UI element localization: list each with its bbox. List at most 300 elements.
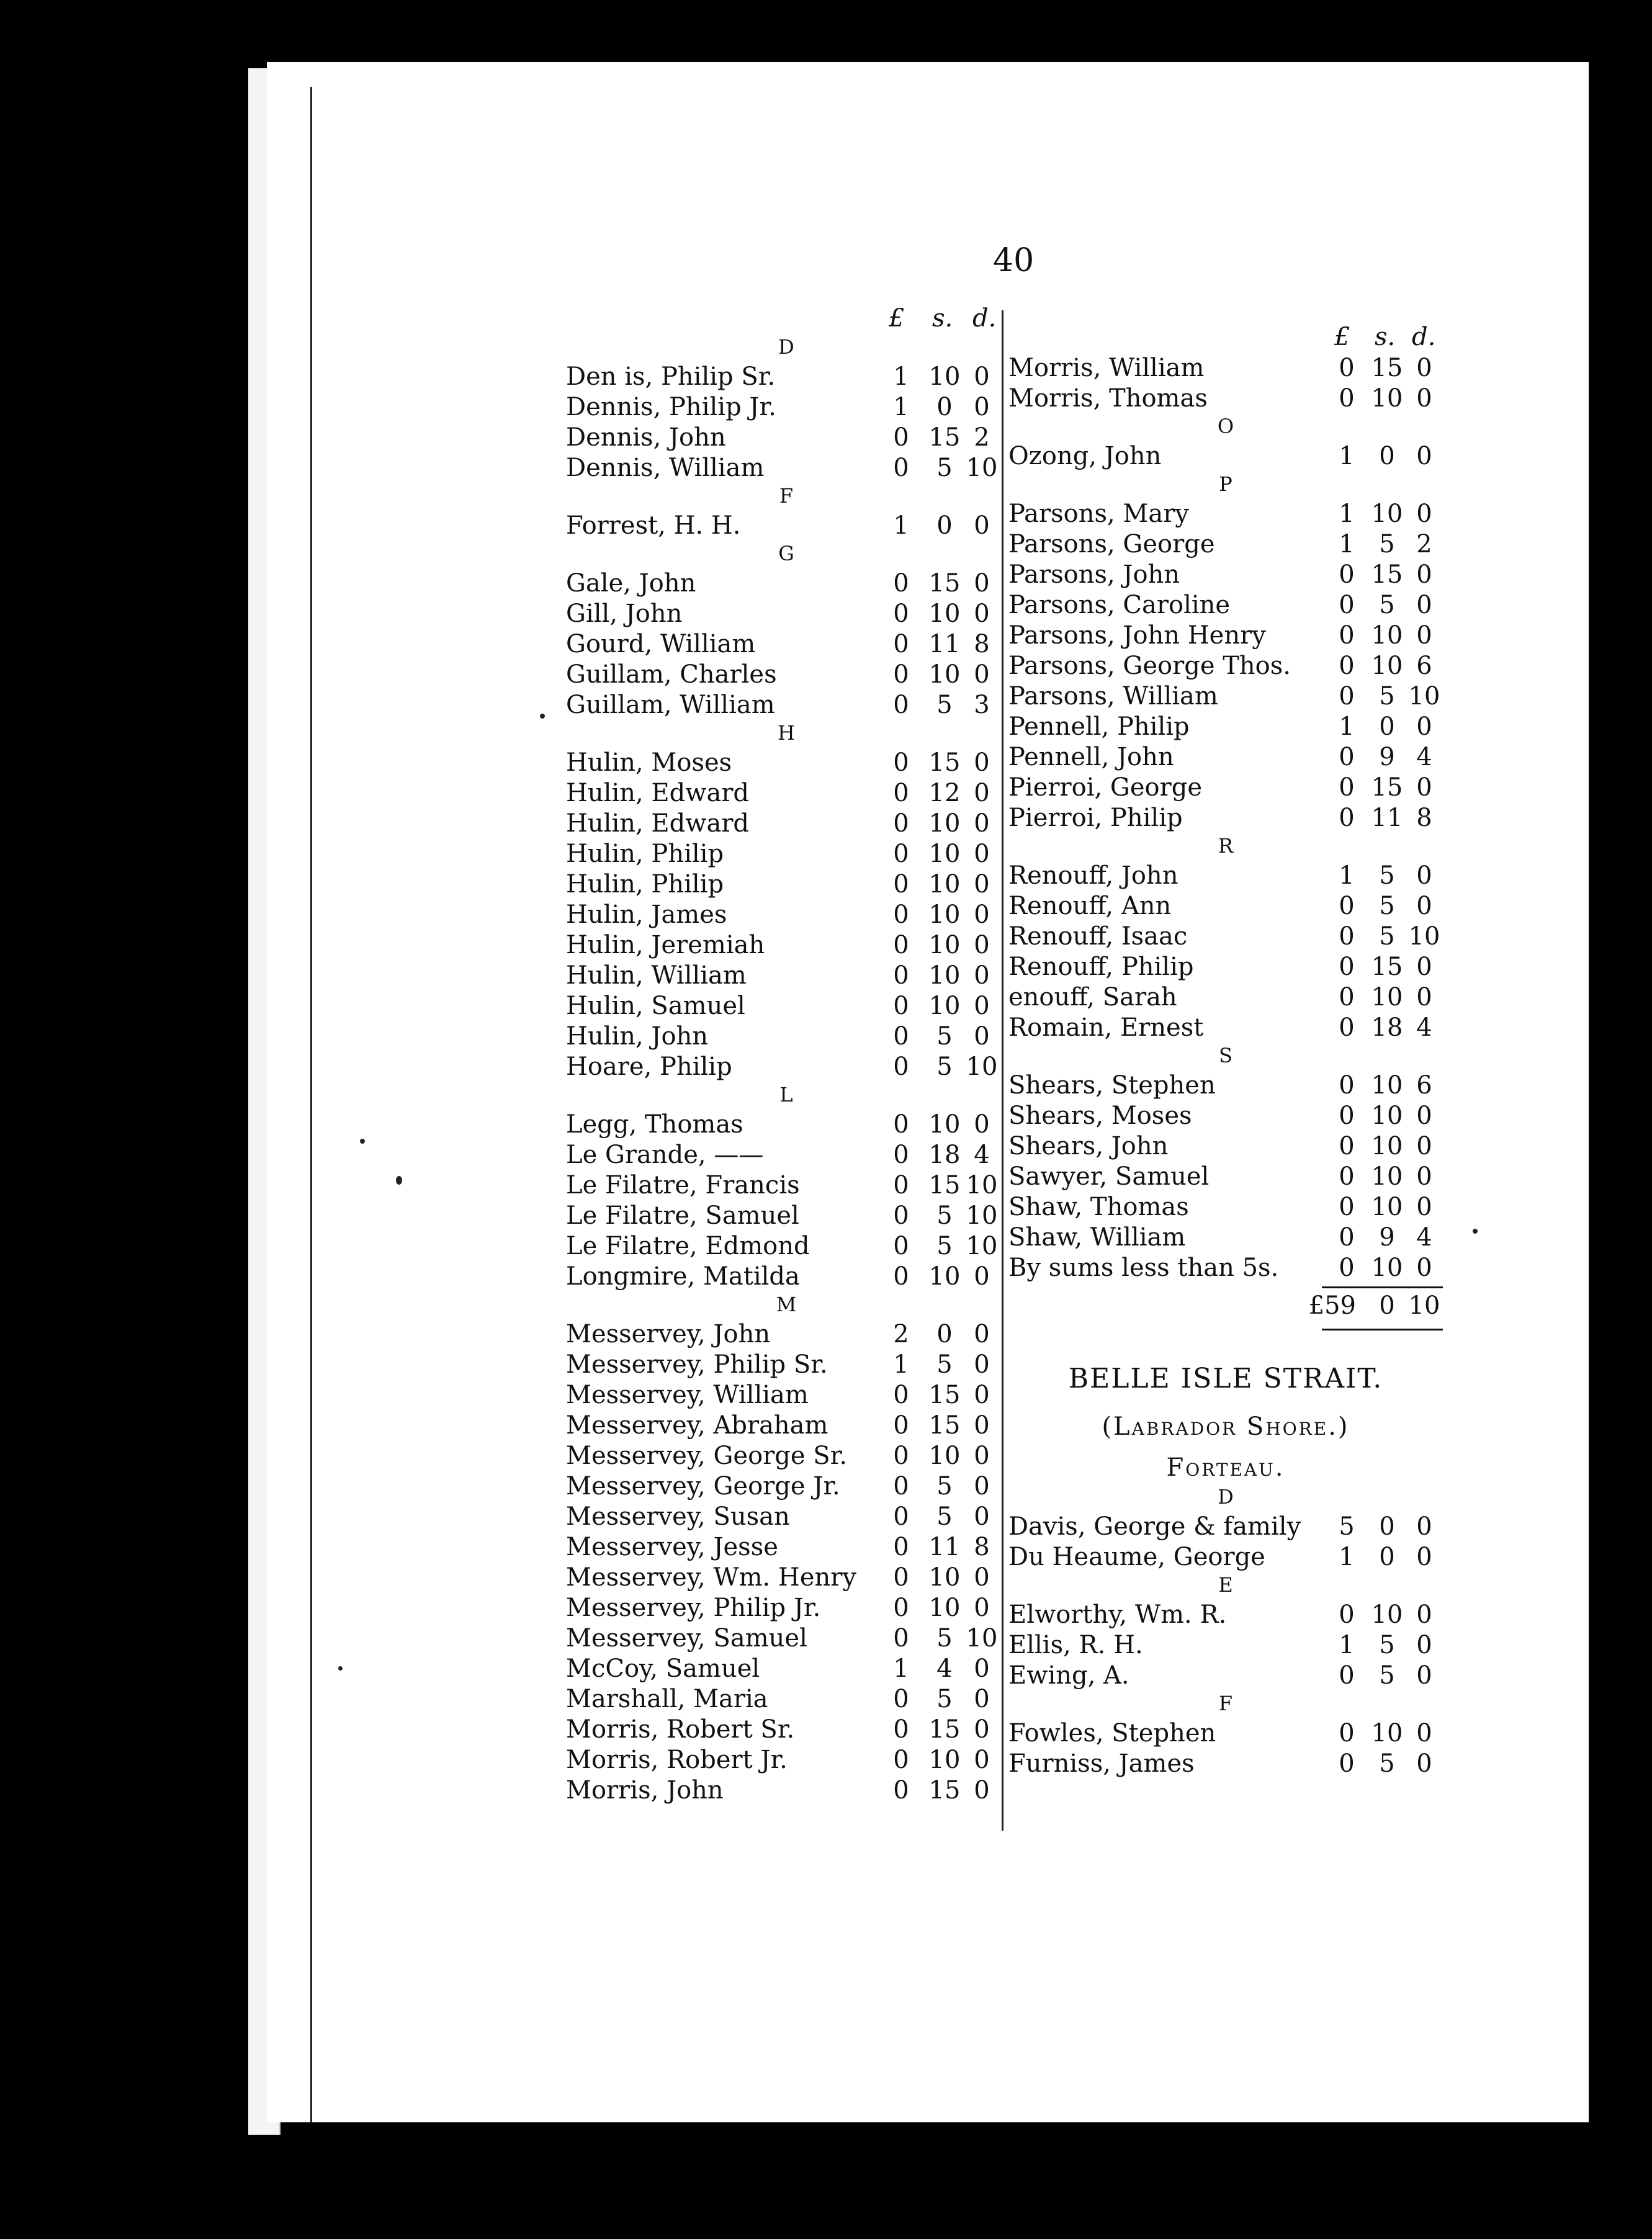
amount-pence: 0 <box>974 1442 990 1470</box>
amount-pence: 2 <box>974 423 990 452</box>
left-column <box>566 304 1007 1806</box>
total-row <box>1008 1291 1443 1329</box>
page-number: 40 <box>993 242 1035 279</box>
amount-pounds: 0 <box>893 599 909 628</box>
amount-pence: 0 <box>974 1563 990 1592</box>
amount-shillings: 10 <box>928 1442 961 1470</box>
subscriber-name: Fowles, Stephen <box>1008 1719 1216 1748</box>
subscriber-row <box>566 1442 1007 1472</box>
subscriber-name: Messervey, Abraham <box>566 1411 828 1440</box>
amount-pounds: 0 <box>1339 1193 1355 1221</box>
amount-shillings: 11 <box>928 630 961 658</box>
section-letter-text: R <box>1218 834 1234 858</box>
section-letter <box>566 335 1007 362</box>
subscriber-name: Dennis, William <box>566 454 765 482</box>
amount-shillings: 10 <box>1371 1193 1403 1221</box>
subscriber-name: Le Filatre, Francis <box>566 1171 800 1200</box>
subscriber-name: Messervey, Philip Sr. <box>566 1350 828 1379</box>
subscriber-row <box>566 393 1007 423</box>
subscriber-name: Den is, Philip Sr. <box>566 362 776 391</box>
subscriber-row <box>1008 1193 1443 1223</box>
subscriber-row <box>566 1232 1007 1262</box>
subscriber-row <box>566 1141 1007 1171</box>
section-letter <box>566 542 1007 569</box>
amount-pence: 3 <box>974 691 990 719</box>
right-entry-list <box>1008 354 1443 1284</box>
total-underline <box>1008 1329 1443 1336</box>
specks <box>540 714 545 719</box>
amount-shillings: 10 <box>1371 983 1403 1012</box>
amount-pence: 0 <box>1416 1512 1432 1541</box>
amount-pence: 0 <box>974 931 990 959</box>
subscriber-row <box>566 1262 1007 1293</box>
total-pounds: £59 <box>1308 1291 1356 1320</box>
subscriber-row <box>566 961 1007 992</box>
subscriber-row <box>566 1533 1007 1563</box>
amount-pence: 0 <box>974 1381 990 1409</box>
section-letter-text: F <box>779 484 794 508</box>
subscriber-row <box>566 630 1007 660</box>
subscriber-name: McCoy, Samuel <box>566 1654 760 1683</box>
section-letter <box>566 484 1007 511</box>
amount-shillings: 5 <box>1379 861 1395 890</box>
amount-shillings: 5 <box>936 1022 953 1051</box>
pence-header: d. <box>972 304 997 333</box>
amount-shillings: 10 <box>1371 1254 1403 1282</box>
subscriber-name: Gill, John <box>566 599 683 628</box>
amount-shillings: 12 <box>928 779 961 807</box>
subscriber-row <box>566 691 1007 721</box>
subscriber-name: Parsons, George <box>1008 530 1215 559</box>
amount-pounds: 0 <box>1339 1223 1355 1252</box>
amount-shillings: 10 <box>928 840 961 868</box>
amount-pounds: 0 <box>1339 591 1355 619</box>
subscriber-row <box>566 1502 1007 1533</box>
amount-pounds: 0 <box>1339 1600 1355 1629</box>
subscriber-row <box>1008 1719 1443 1749</box>
subscriber-row <box>1008 384 1443 415</box>
amount-pence: 0 <box>974 1746 990 1774</box>
amount-shillings: 10 <box>928 931 961 959</box>
amount-pence: 10 <box>966 1201 998 1230</box>
subscriber-name: By sums less than 5s. <box>1008 1254 1279 1282</box>
subscriber-name: Renouff, Isaac <box>1008 922 1188 951</box>
amount-pence: 0 <box>1416 1600 1432 1629</box>
amount-pence: 0 <box>974 1320 990 1348</box>
section-letter <box>566 721 1007 748</box>
amount-pence: 0 <box>1416 1132 1432 1160</box>
subscriber-name: Le Filatre, Samuel <box>566 1201 799 1230</box>
subscriber-row <box>566 1563 1007 1594</box>
subscriber-row <box>1008 530 1443 560</box>
subscriber-row <box>566 992 1007 1022</box>
amount-shillings: 0 <box>936 1320 953 1348</box>
amount-pounds: 1 <box>893 393 909 421</box>
subscriber-name: Renouff, John <box>1008 861 1178 890</box>
amount-shillings: 5 <box>936 1201 953 1230</box>
amount-shillings: 18 <box>1371 1013 1403 1042</box>
section-letter <box>1008 1044 1443 1071</box>
amount-shillings: 15 <box>1371 953 1403 981</box>
amount-shillings: 15 <box>928 1776 961 1805</box>
amount-pounds: 0 <box>893 1685 909 1713</box>
amount-pounds: 0 <box>893 1746 909 1774</box>
amount-pence: 10 <box>1408 922 1440 951</box>
subscriber-row <box>566 748 1007 779</box>
subscriber-name: Messervey, Philip Jr. <box>566 1594 821 1622</box>
right-column <box>1008 323 1443 1780</box>
section-letter <box>1008 1573 1443 1600</box>
amount-shillings: 10 <box>1371 500 1403 528</box>
subscriber-row <box>1008 682 1443 712</box>
shillings-header: s. <box>1375 323 1396 351</box>
amount-pounds: 0 <box>1339 743 1355 771</box>
amount-shillings: 10 <box>1371 1132 1403 1160</box>
amount-shillings: 15 <box>928 1411 961 1440</box>
subscriber-name: Ewing, A. <box>1008 1661 1129 1690</box>
total-rule <box>1008 1284 1443 1291</box>
amount-pence: 8 <box>974 630 990 658</box>
subscriber-name: Parsons, Caroline <box>1008 591 1231 619</box>
amount-shillings: 10 <box>928 599 961 628</box>
section-letter <box>566 1293 1007 1320</box>
page-edge-1 <box>248 68 268 2135</box>
subscriber-name: Pennell, John <box>1008 743 1174 771</box>
amount-pounds: 0 <box>1339 1661 1355 1690</box>
section-letter-text: D <box>778 335 794 359</box>
amount-pence: 0 <box>974 1022 990 1051</box>
amount-pounds: 0 <box>893 630 909 658</box>
subscriber-name: Marshall, Maria <box>566 1685 768 1713</box>
amount-pounds: 0 <box>1339 1254 1355 1282</box>
section-letter <box>566 1083 1007 1110</box>
amount-shillings: 5 <box>936 691 953 719</box>
subscriber-name: Morris, Robert Sr. <box>566 1715 795 1744</box>
amount-pounds: 0 <box>893 569 909 598</box>
amount-shillings: 10 <box>1371 621 1403 650</box>
amount-pence: 0 <box>1416 621 1432 650</box>
amount-pounds: 0 <box>893 809 909 838</box>
amount-shillings: 15 <box>1371 773 1403 802</box>
subscriber-name: Ozong, John <box>1008 442 1162 470</box>
amount-pounds: 0 <box>1339 621 1355 650</box>
amount-pence: 6 <box>1416 652 1432 680</box>
subscriber-row <box>566 454 1007 484</box>
amount-pence: 0 <box>1416 712 1432 741</box>
subscriber-row <box>566 840 1007 870</box>
amount-shillings: 10 <box>928 992 961 1020</box>
subscriber-row <box>566 362 1007 393</box>
amount-pence: 0 <box>974 393 990 421</box>
subscriber-row <box>566 1776 1007 1806</box>
subscriber-row <box>566 900 1007 931</box>
amount-shillings: 5 <box>936 1624 953 1653</box>
amount-shillings: 5 <box>1379 1661 1395 1690</box>
amount-pence: 4 <box>1416 1013 1432 1042</box>
amount-pounds: 0 <box>893 1232 909 1260</box>
subscriber-row <box>1008 442 1443 472</box>
amount-pounds: 0 <box>893 1022 909 1051</box>
amount-pence: 0 <box>974 1594 990 1622</box>
subscriber-name: Ellis, R. H. <box>1008 1631 1143 1659</box>
amount-pence: 6 <box>1416 1071 1432 1100</box>
subscriber-name: Parsons, John Henry <box>1008 621 1266 650</box>
subscriber-row <box>1008 500 1443 530</box>
subscriber-row <box>1008 861 1443 892</box>
subscriber-name: Hulin, William <box>566 961 747 990</box>
subscriber-name: Elworthy, Wm. R. <box>1008 1600 1227 1629</box>
total-shillings: 0 <box>1379 1291 1395 1320</box>
amount-shillings: 10 <box>1371 1102 1403 1130</box>
subscriber-row <box>1008 1512 1443 1543</box>
amount-pence: 0 <box>974 1350 990 1379</box>
subscriber-name: Messervey, Samuel <box>566 1624 807 1653</box>
subscriber-row <box>1008 892 1443 922</box>
subscriber-row <box>566 809 1007 840</box>
amount-pence: 10 <box>966 454 998 482</box>
subscriber-name: Le Grande, —— <box>566 1141 764 1169</box>
specks <box>396 1176 402 1185</box>
subscriber-row <box>1008 1631 1443 1661</box>
shillings-header: s. <box>932 304 953 333</box>
amount-pounds: 0 <box>893 1472 909 1501</box>
amount-pounds: 0 <box>893 1533 909 1561</box>
amount-pounds: 0 <box>893 870 909 899</box>
specks <box>338 1666 343 1671</box>
amount-pence: 0 <box>974 748 990 777</box>
amount-shillings: 5 <box>936 1685 953 1713</box>
amount-shillings: 15 <box>928 569 961 598</box>
amount-shillings: 5 <box>936 1350 953 1379</box>
subscriber-row <box>1008 591 1443 621</box>
subscriber-name: Dennis, Philip Jr. <box>566 393 776 421</box>
subscriber-row <box>1008 922 1443 953</box>
right-column-headers <box>1008 323 1443 354</box>
subscriber-row <box>1008 712 1443 743</box>
amount-pence: 0 <box>974 1502 990 1531</box>
amount-pence: 0 <box>974 992 990 1020</box>
amount-pounds: 1 <box>1339 500 1355 528</box>
amount-shillings: 10 <box>1371 1600 1403 1629</box>
amount-shillings: 18 <box>928 1141 961 1169</box>
subscriber-name: Le Filatre, Edmond <box>566 1232 810 1260</box>
amount-pence: 0 <box>974 1262 990 1291</box>
subscriber-row <box>566 1411 1007 1442</box>
amount-pence: 0 <box>974 511 990 540</box>
amount-pounds: 0 <box>893 992 909 1020</box>
amount-pounds: 1 <box>893 1350 909 1379</box>
subscriber-name: Sawyer, Samuel <box>1008 1162 1210 1191</box>
section-letter-text: G <box>778 542 794 565</box>
left-column-headers <box>566 304 1007 335</box>
amount-shillings: 10 <box>928 1746 961 1774</box>
subscriber-name: Hulin, Philip <box>566 870 724 899</box>
section-letter-text: D <box>1218 1485 1234 1509</box>
amount-pounds: 0 <box>1339 560 1355 589</box>
amount-pence: 0 <box>1416 1543 1432 1571</box>
subscriber-row <box>566 1746 1007 1776</box>
subscriber-row <box>566 1594 1007 1624</box>
amount-pounds: 1 <box>893 511 909 540</box>
amount-shillings: 15 <box>928 1381 961 1409</box>
subscriber-name: Guillam, William <box>566 691 775 719</box>
subscriber-name: enouff, Sarah <box>1008 983 1177 1012</box>
amount-pence: 0 <box>1416 560 1432 589</box>
subscriber-row <box>566 1022 1007 1052</box>
amount-shillings: 5 <box>1379 682 1395 711</box>
amount-pounds: 0 <box>893 691 909 719</box>
subscriber-row <box>1008 1600 1443 1631</box>
pence-header: d. <box>1412 323 1436 351</box>
amount-shillings: 10 <box>1371 384 1403 413</box>
subscriber-name: Legg, Thomas <box>566 1110 743 1139</box>
subscriber-name: Gale, John <box>566 569 696 598</box>
subscriber-row <box>566 1171 1007 1201</box>
subscriber-row <box>1008 1661 1443 1692</box>
subscriber-name: Shaw, Thomas <box>1008 1193 1189 1221</box>
amount-pence: 0 <box>974 840 990 868</box>
subscriber-name: Hulin, Philip <box>566 840 724 868</box>
subscriber-name: Dennis, John <box>566 423 726 452</box>
subscriber-row <box>1008 652 1443 682</box>
amount-pounds: 0 <box>893 1052 909 1081</box>
amount-shillings: 5 <box>936 1052 953 1081</box>
amount-shillings: 11 <box>1371 804 1403 832</box>
amount-pence: 0 <box>974 1654 990 1683</box>
amount-pence: 0 <box>974 1776 990 1805</box>
pounds-header: £ <box>1334 323 1350 351</box>
section-letter-text: S <box>1219 1044 1232 1067</box>
section-letter <box>1008 834 1443 861</box>
subscriber-row <box>566 511 1007 542</box>
amount-shillings: 10 <box>928 1262 961 1291</box>
amount-pence: 0 <box>974 809 990 838</box>
amount-pounds: 0 <box>893 1171 909 1200</box>
section-letter-text: E <box>1218 1573 1233 1597</box>
subscriber-name: Messervey, Susan <box>566 1502 790 1531</box>
amount-pence: 0 <box>1416 1661 1432 1690</box>
subscriber-name: Morris, Thomas <box>1008 384 1208 413</box>
amount-pounds: 0 <box>893 1381 909 1409</box>
section-subtitle: (Labrador Shore.) <box>1102 1412 1350 1441</box>
amount-pence: 0 <box>1416 1254 1432 1282</box>
subscriber-name: Parsons, John <box>1008 560 1180 589</box>
subscriber-row <box>1008 1132 1443 1162</box>
amount-pounds: 1 <box>1339 861 1355 890</box>
amount-pence: 10 <box>966 1624 998 1653</box>
amount-shillings: 11 <box>928 1533 961 1561</box>
amount-pounds: 0 <box>893 1563 909 1592</box>
amount-shillings: 0 <box>1379 1543 1395 1571</box>
amount-pence: 10 <box>966 1232 998 1260</box>
amount-pounds: 0 <box>893 748 909 777</box>
amount-pounds: 1 <box>893 1654 909 1683</box>
amount-pounds: 0 <box>1339 922 1355 951</box>
subscriber-row <box>566 1201 1007 1232</box>
amount-pence: 0 <box>1416 773 1432 802</box>
subscriber-name: Messervey, George Jr. <box>566 1472 840 1501</box>
amount-pounds: 0 <box>893 1594 909 1622</box>
amount-shillings: 0 <box>1379 442 1395 470</box>
amount-shillings: 5 <box>1379 530 1395 559</box>
section-letter <box>1008 472 1443 500</box>
amount-pence: 2 <box>1416 530 1432 559</box>
subscriber-name: Messervey, John <box>566 1320 771 1348</box>
amount-pounds: 0 <box>1339 1719 1355 1748</box>
amount-shillings: 15 <box>1371 560 1403 589</box>
amount-pounds: 0 <box>893 779 909 807</box>
amount-pounds: 2 <box>893 1320 909 1348</box>
subscriber-row <box>1008 354 1443 384</box>
amount-shillings: 5 <box>936 1502 953 1531</box>
subscriber-name: Parsons, Mary <box>1008 500 1189 528</box>
amount-pounds: 0 <box>893 931 909 959</box>
subscriber-name: Renouff, Philip <box>1008 953 1194 981</box>
amount-pounds: 0 <box>893 1776 909 1805</box>
amount-pence: 0 <box>974 961 990 990</box>
amount-pounds: 0 <box>1339 1013 1355 1042</box>
amount-pence: 0 <box>1416 1749 1432 1778</box>
subscriber-row <box>566 599 1007 630</box>
amount-pounds: 0 <box>893 961 909 990</box>
amount-pence: 4 <box>1416 1223 1432 1252</box>
subscriber-row <box>1008 1162 1443 1193</box>
subscriber-row <box>1008 1223 1443 1254</box>
amount-pounds: 0 <box>1339 1162 1355 1191</box>
subscriber-name: Hulin, Jeremiah <box>566 931 765 959</box>
subscriber-name: Messervey, Jesse <box>566 1533 778 1561</box>
amount-pounds: 1 <box>1339 712 1355 741</box>
amount-shillings: 10 <box>928 660 961 689</box>
subscriber-row <box>1008 773 1443 804</box>
pounds-header: £ <box>889 304 905 333</box>
amount-pounds: 0 <box>1339 682 1355 711</box>
subscriber-name: Parsons, William <box>1008 682 1218 711</box>
amount-pounds: 0 <box>893 1502 909 1531</box>
amount-pence: 10 <box>1408 682 1440 711</box>
amount-pence: 0 <box>1416 861 1432 890</box>
subscriber-name: Romain, Ernest <box>1008 1013 1204 1042</box>
subscriber-name: Pierroi, Philip <box>1008 804 1183 832</box>
amount-pounds: 0 <box>893 1715 909 1744</box>
subscriber-name: Renouff, Ann <box>1008 892 1172 920</box>
subscriber-row <box>566 1654 1007 1685</box>
amount-shillings: 15 <box>928 748 961 777</box>
amount-pence: 0 <box>974 362 990 391</box>
amount-pounds: 0 <box>1339 983 1355 1012</box>
subscriber-name: Pierroi, George <box>1008 773 1203 802</box>
left-entry-list <box>566 335 1007 1806</box>
subscriber-name: Hulin, Moses <box>566 748 732 777</box>
amount-shillings: 15 <box>928 423 961 452</box>
subscriber-row <box>566 1320 1007 1350</box>
amount-shillings: 10 <box>928 1563 961 1592</box>
amount-pounds: 0 <box>893 423 909 452</box>
subscriber-name: Messervey, George Sr. <box>566 1442 848 1470</box>
section-letter-text: P <box>1219 472 1232 496</box>
subscriber-name: Guillam, Charles <box>566 660 777 689</box>
section-letter-text: L <box>779 1083 793 1106</box>
amount-shillings: 5 <box>1379 1749 1395 1778</box>
amount-pounds: 1 <box>1339 1543 1355 1571</box>
amount-shillings: 5 <box>936 454 953 482</box>
amount-pounds: 0 <box>1339 804 1355 832</box>
subscriber-row <box>566 660 1007 691</box>
specks <box>1473 1229 1478 1234</box>
subscriber-row <box>1008 1013 1443 1044</box>
section-letter <box>1008 415 1443 442</box>
amount-pence: 0 <box>974 1715 990 1744</box>
